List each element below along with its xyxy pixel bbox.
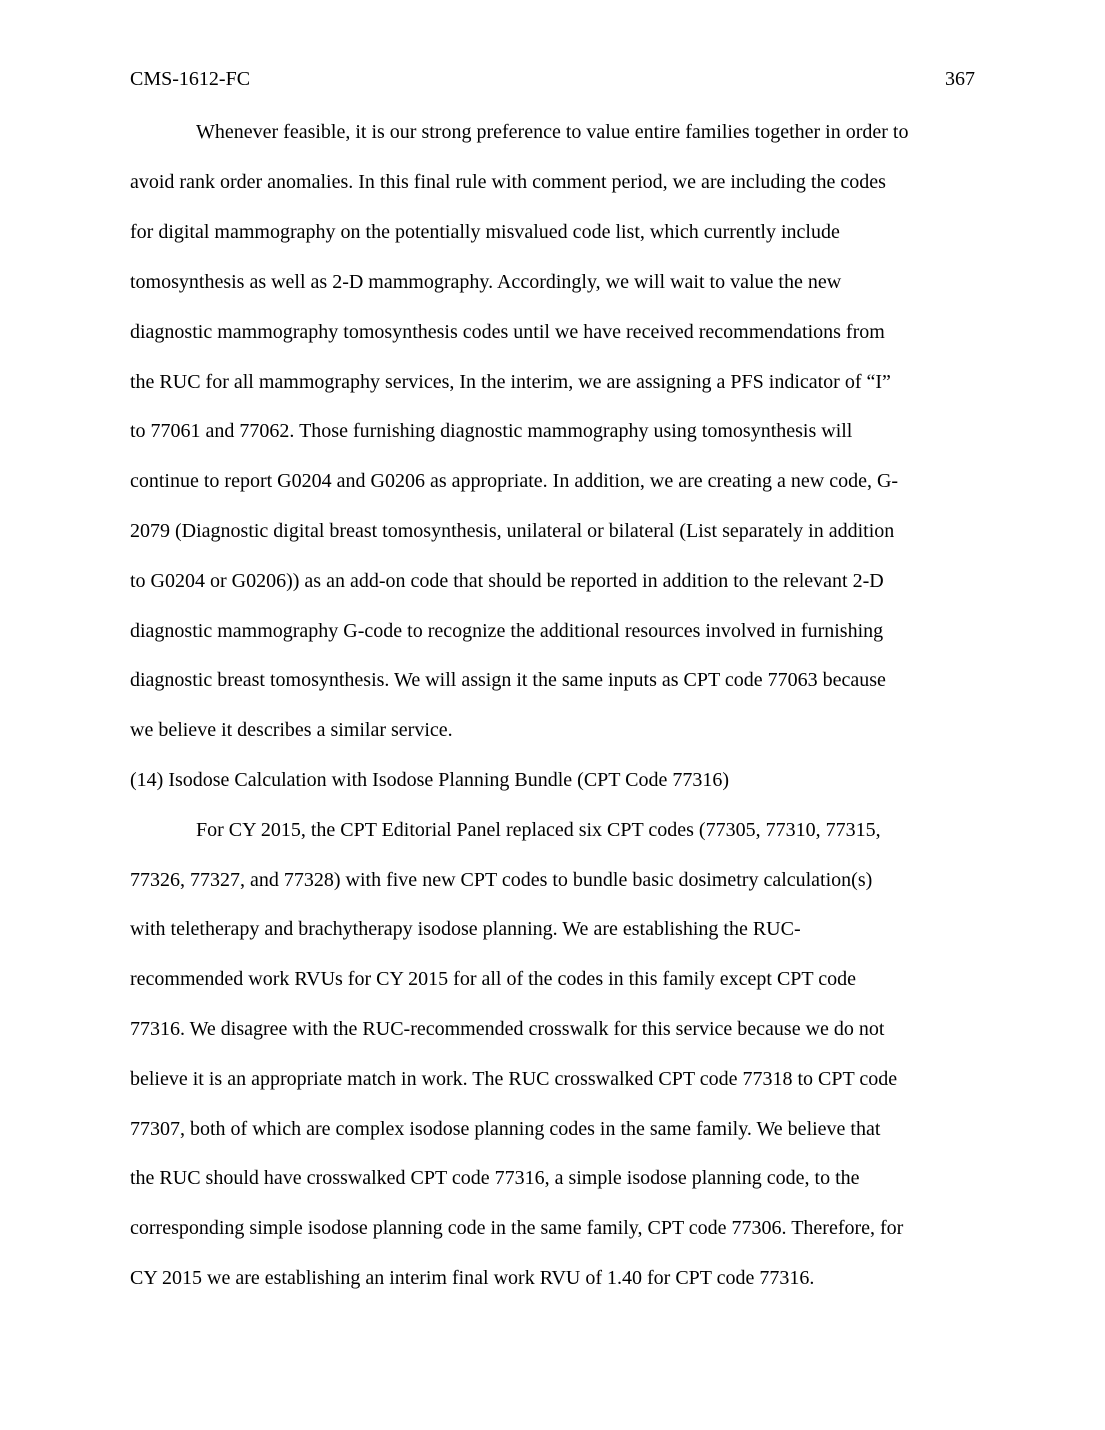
paragraph-line: the RUC for all mammography services, In the interim, we are assigning a PFS indicator of “I” [130, 371, 891, 393]
section-heading: (14) Isodose Calculation with Isodose Planning Bundle (CPT Code 77316) [130, 769, 730, 791]
paragraph-line: to G0204 or G0206)) as an add-on code that should be reported in addition to the relevant 2-D [130, 570, 884, 592]
paragraph-line: 2079 (Diagnostic digital breast tomosynthesis, unilateral or bilateral (List separately in addition [130, 520, 895, 542]
paragraph-line: for digital mammography on the potentially misvalued code list, which currently include [130, 221, 840, 243]
paragraph-line: corresponding simple isodose planning code in the same family, CPT code 77306. Therefore, for [130, 1217, 904, 1239]
paragraph-line: avoid rank order anomalies. In this final rule with comment period, we are including the codes [130, 171, 886, 193]
paragraph-line: diagnostic breast tomosynthesis. We will assign it the same inputs as CPT code 77063 because [130, 669, 886, 691]
paragraph-line: with teletherapy and brachytherapy isodose planning. We are establishing the RUC- [130, 918, 801, 940]
paragraph-line: 77307, both of which are complex isodose planning codes in the same family. We believe that [130, 1118, 881, 1140]
paragraph-line: 77326, 77327, and 77328) with five new CPT codes to bundle basic dosimetry calculation(s) [130, 869, 873, 891]
paragraph-line: diagnostic mammography tomosynthesis codes until we have received recommendations from [130, 321, 885, 343]
paragraph-line: CY 2015 we are establishing an interim final work RVU of 1.40 for CPT code 77316. [130, 1267, 815, 1289]
paragraph-line: to 77061 and 77062. Those furnishing diagnostic mammography using tomosynthesis will [130, 420, 853, 442]
paragraph-line: we believe it describes a similar service. [130, 719, 453, 741]
paragraph-line: recommended work RVUs for CY 2015 for all of the codes in this family except CPT code [130, 968, 857, 990]
document-id: CMS-1612-FC [130, 68, 251, 90]
paragraph-line: diagnostic mammography G-code to recognize the additional resources involved in furnishing [130, 620, 884, 642]
paragraph-line: believe it is an appropriate match in work. The RUC crosswalked CPT code 77318 to CPT code [130, 1068, 898, 1090]
paragraph-line: Whenever feasible, it is our strong preference to value entire families together in order to [196, 121, 909, 143]
paragraph-line: tomosynthesis as well as 2-D mammography. Accordingly, we will wait to value the new [130, 271, 842, 293]
paragraph-line: For CY 2015, the CPT Editorial Panel replaced six CPT codes (77305, 77310, 77315, [196, 819, 881, 841]
page-number: 367 [945, 68, 975, 90]
paragraph-line: the RUC should have crosswalked CPT code 77316, a simple isodose planning code, to the [130, 1167, 860, 1189]
paragraph-line: continue to report G0204 and G0206 as appropriate. In addition, we are creating a new code, G- [130, 470, 899, 492]
paragraph-line: 77316. We disagree with the RUC-recommended crosswalk for this service because we do not [130, 1018, 885, 1040]
